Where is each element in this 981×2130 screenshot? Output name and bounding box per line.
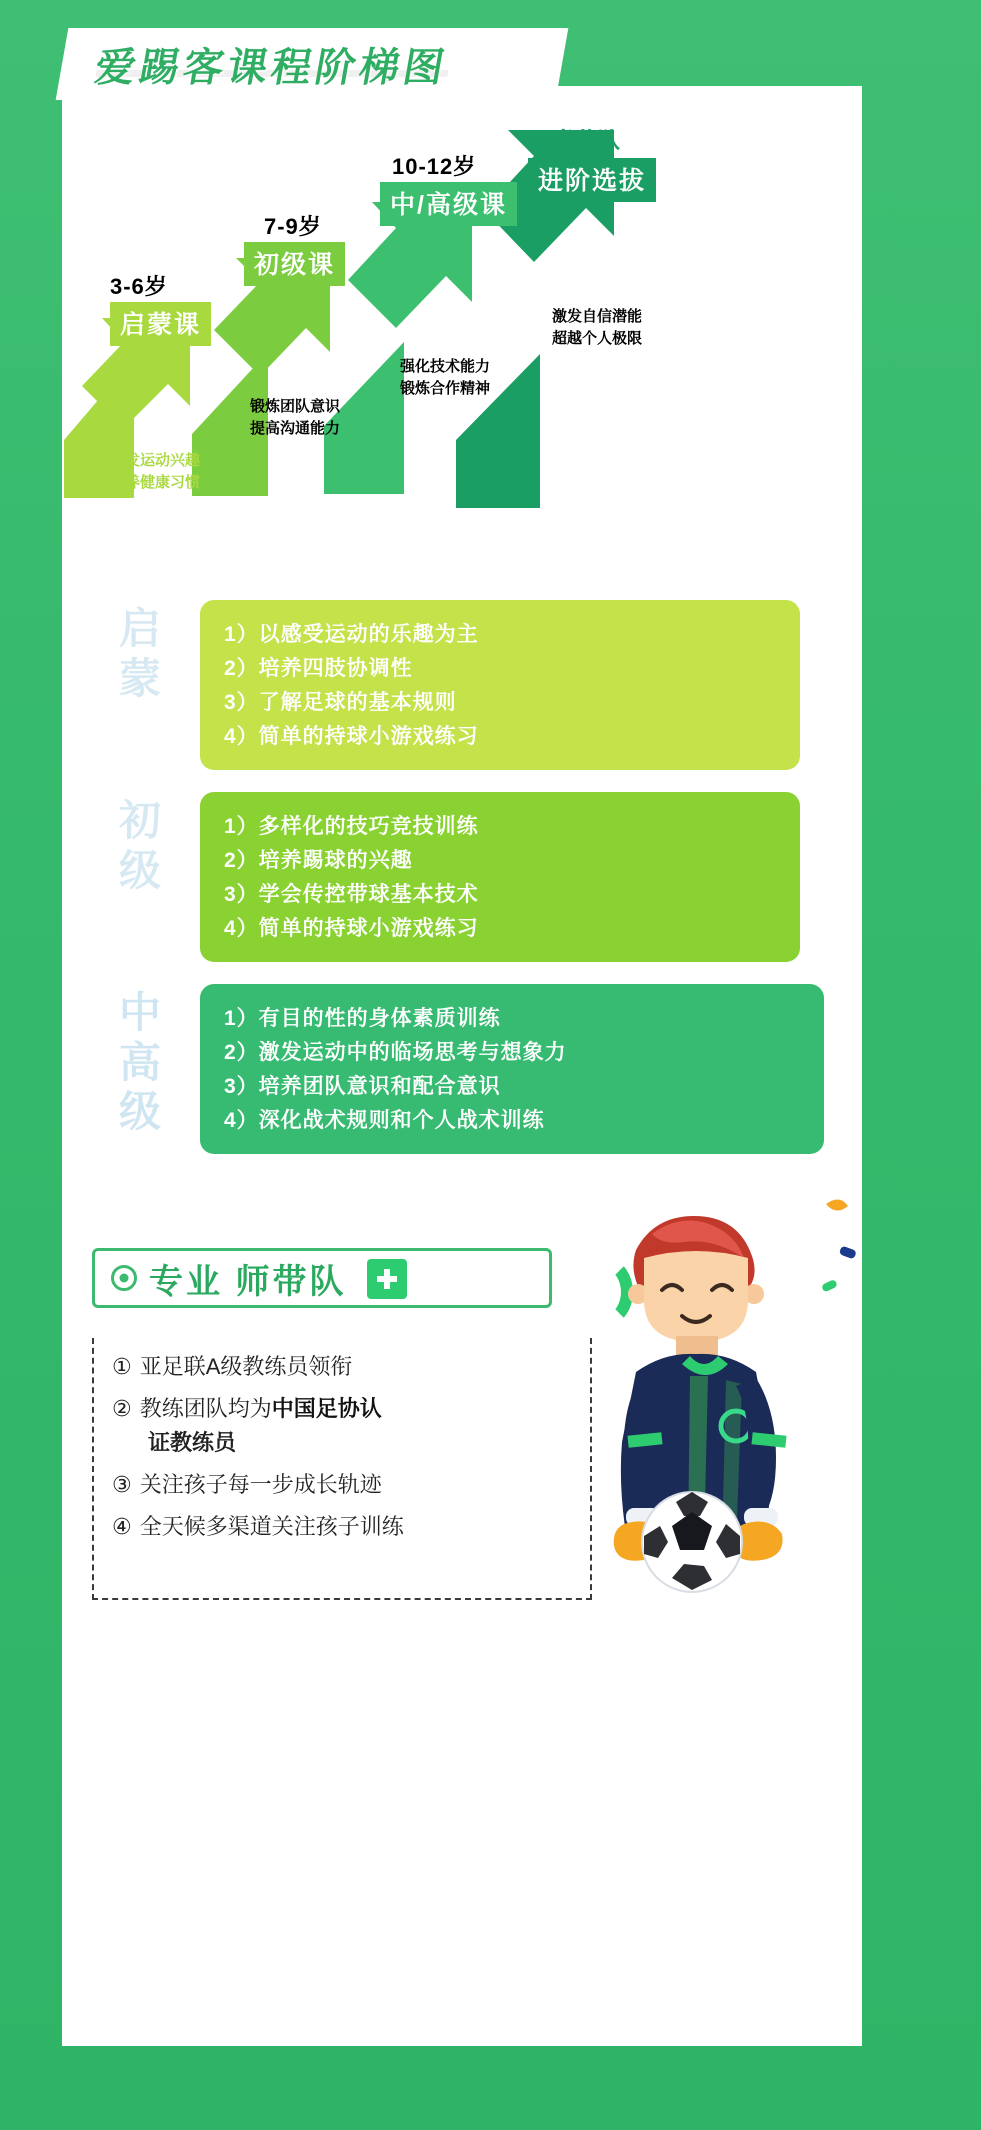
block-label-chuji: 初级 xyxy=(118,797,161,894)
stage-2-course-wrap xyxy=(244,242,345,286)
coach-item-number: ① xyxy=(112,1354,132,1379)
block-row-qimeng xyxy=(62,600,862,772)
list-item: 1）有目的性的身体素质训练 xyxy=(224,1007,501,1030)
block-qimeng xyxy=(200,600,800,770)
plus-icon xyxy=(367,1259,407,1299)
stage-1-desc-1: 激发运动兴趣 xyxy=(110,452,201,469)
stage-2-desc-2: 提高沟通能力 xyxy=(250,420,341,437)
stage-4-desc-1: 激发自信潜能 xyxy=(552,308,643,325)
stairs-diagram xyxy=(62,110,862,540)
coach-item-number: ③ xyxy=(112,1472,132,1497)
stage-1-desc-2: 培养健康习惯 xyxy=(110,474,201,491)
coach-item-text: 关注孩子每一步成长轨迹 xyxy=(139,1472,382,1497)
list-item: 1）以感受运动的乐趣为主 xyxy=(224,623,479,646)
stage-2-course: 初级课 xyxy=(244,242,345,286)
stage-3-course: 中/高级课 xyxy=(380,182,517,226)
block-label-zhonggaoji: 中高级 xyxy=(118,989,161,1136)
stage-1-age: 3-6岁 xyxy=(110,274,168,299)
stage-3-desc-1: 强化技术能力 xyxy=(400,358,491,375)
stage-2-age: 7-9岁 xyxy=(264,214,322,239)
list-item: 3）学会传控带球基本技术 xyxy=(224,883,479,907)
coach-item-text: 教练团队均为 xyxy=(139,1396,272,1421)
coach-item-text: 亚足联A级教练员领衔 xyxy=(139,1354,353,1379)
block-label-qimeng: 启蒙 xyxy=(118,605,161,702)
stage-1-course: 启蒙课 xyxy=(110,302,211,346)
list-item: 1）多样化的技巧竞技训练 xyxy=(224,815,479,838)
coach-item-text: 全天候多渠道关注孩子训练 xyxy=(139,1514,404,1539)
coach-item-number: ④ xyxy=(112,1514,132,1539)
list-item: 2）激发运动中的临场思考与想象力 xyxy=(224,1041,567,1065)
list-item: 2）培养踢球的兴趣 xyxy=(224,849,413,873)
stage-3-desc-2: 锻炼合作精神 xyxy=(400,380,491,397)
stage-3-age: 10-12岁 xyxy=(392,154,477,179)
stage-2-desc-1: 锻炼团队意识 xyxy=(250,398,341,415)
page-title: 爱踢客课程阶梯图 xyxy=(91,46,452,90)
stage-4-course-wrap xyxy=(528,158,656,202)
stage-3-course-wrap xyxy=(380,182,517,226)
coach-banner xyxy=(92,1248,552,1308)
list-item: 4）简单的持球小游戏练习 xyxy=(224,917,479,941)
stage-1-course-wrap xyxy=(110,302,211,346)
target-icon xyxy=(111,1265,137,1291)
list-item: 3）了解足球的基本规则 xyxy=(224,691,457,715)
block-row-chuji xyxy=(62,792,862,964)
stage-4-age: 青英队 xyxy=(552,128,622,153)
coach-banner-title: 专业 师带队 xyxy=(149,1262,347,1301)
list-item: 4）简单的持球小游戏练习 xyxy=(224,725,479,749)
list-item: 3）培养团队意识和配合意识 xyxy=(224,1075,501,1099)
stage-4-desc-2: 超越个人极限 xyxy=(552,330,643,347)
coach-banner-inner xyxy=(95,1251,346,1305)
list-item: 4）深化战术规则和个人战术训练 xyxy=(224,1109,545,1133)
coach-item-bold: 中国足协认 xyxy=(271,1396,382,1421)
curriculum-blocks xyxy=(62,600,862,1176)
list-item: 2）培养四肢协调性 xyxy=(224,657,413,681)
stage-4-course: 进阶选拔 xyxy=(528,158,656,202)
block-zhonggaoji xyxy=(200,984,824,1154)
player-illustration xyxy=(540,1190,870,1610)
coach-item-number: ② xyxy=(112,1396,132,1421)
block-chuji xyxy=(200,792,800,962)
coach-item-continued: 证教练员 xyxy=(148,1430,237,1455)
block-row-zhonggaoji xyxy=(62,984,862,1156)
